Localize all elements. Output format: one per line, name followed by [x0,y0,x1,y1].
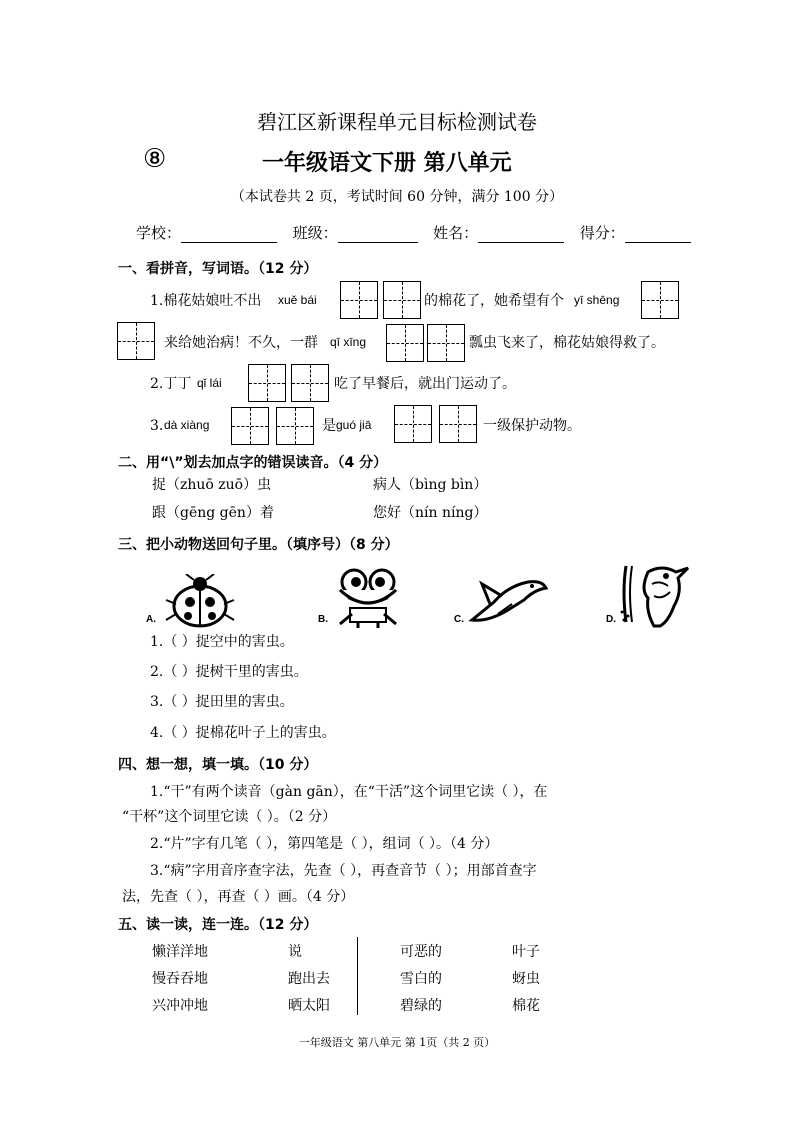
match-col2-item[interactable]: 晒太阳 [288,998,330,1014]
score-label: 得分： [579,224,625,242]
student-info-row [136,222,691,243]
s4-line: 3.“病”字用音序查字法，先查（ ），再查音节（ ）；用部首查字 [150,863,537,879]
s1-line4a: 3. [150,418,164,434]
match-col3-item[interactable]: 碧绿的 [400,998,442,1014]
match-col4-item[interactable]: 叶子 [512,944,540,960]
match-col3-item[interactable]: 可恶的 [400,944,442,960]
s4-line: 1.“干”有两个读音（gàn gān），在“干活”这个词里它读（ ），在 [150,784,548,800]
s1-line2b: 瓢虫飞来了，棉花姑娘得救了。 [469,335,665,351]
pinyin-yisheng: yī shēng [574,293,620,307]
section-1-heading: 一、看拼音，写词语。（12 分） [118,261,318,277]
s1-line3a: 2.丁丁 [150,376,192,392]
page-footer: 一年级语文 第八单元 第 1页（共 2 页） [298,1036,496,1049]
match-col2-item[interactable]: 跑出去 [288,971,330,987]
ladybug-icon [164,574,236,630]
char-box[interactable] [439,405,477,443]
match-col3-item[interactable]: 雪白的 [400,971,442,987]
match-col4-item[interactable]: 蚜虫 [512,971,540,987]
s3-item: 1.（ ）捉空中的害虫。 [150,634,294,650]
score-blank[interactable] [625,226,691,243]
char-box[interactable] [231,407,269,445]
s4-line: 2.“片”字有几笔（ ），第四笔是（ ），组词（ ）。（4 分） [150,836,499,852]
animal-label-b: B. [318,614,328,625]
s3-item: 4.（ ）捉棉花叶子上的害虫。 [150,725,336,741]
exam-note: （本试卷共 2 页，考试时间 60 分钟，满分 100 分） [230,189,564,205]
name-blank[interactable] [478,226,564,243]
char-box[interactable] [291,364,329,402]
char-box[interactable] [394,405,432,443]
s1-line4c: 一级保护动物。 [483,418,581,434]
pinyin-qilai: qǐ lái [197,376,222,390]
match-col4-item[interactable]: 棉花 [512,998,540,1014]
s1-line4b: 是 [322,418,336,434]
match-col2-item[interactable]: 说 [288,944,302,960]
exam-title: 碧江区新课程单元目标检测试卷 [257,110,537,134]
s2-item: 您好（nín níng） [373,505,488,521]
char-box[interactable] [340,281,378,319]
s1-line2a: 来给她治病！不久，一群 [164,335,318,351]
school-label: 学校： [136,224,182,242]
name-label: 姓名： [433,224,479,242]
match-col1-item[interactable]: 懒洋洋地 [152,944,208,960]
s4-line: “干杯”这个词里它读（ ）。（2 分） [122,809,337,825]
pinyin-guojia: guó jiā [336,418,372,432]
match-col1-item[interactable]: 兴冲冲地 [152,998,208,1014]
school-blank[interactable] [181,226,277,243]
s3-item: 2.（ ）捉树干里的害虫。 [150,664,308,680]
s1-line3b: 吃了早餐后，就出门运动了。 [334,376,516,392]
section-4-heading: 四、想一想，填一填。（10 分） [118,757,318,773]
char-box[interactable] [383,281,421,319]
char-box[interactable] [276,407,314,445]
s2-item: 跟（gēng gēn）着 [152,505,274,521]
circle-number: ⑧ [143,144,167,174]
section-2-heading: 二、用“\”划去加点字的错误读音。（4 分） [118,455,388,471]
match-col1-item[interactable]: 慢吞吞地 [152,971,208,987]
woodpecker-icon [618,562,690,630]
class-blank[interactable] [338,226,418,243]
pinyin-qixing: qī xīng [330,335,367,349]
char-box[interactable] [117,322,155,360]
animal-label-d: D. [606,614,616,625]
pinyin-xuebai: xuě bái [278,293,317,307]
pinyin-daxiang: dà xiàng [164,418,210,432]
s1-line1a: 1.棉花姑娘吐不出 [150,293,262,309]
section-3-heading: 三、把小动物送回句子里。（填序号）（8 分） [118,537,399,553]
exam-subtitle: 一年级语文下册 第八单元 [262,151,512,176]
frog-icon [330,568,410,630]
char-box[interactable] [427,324,465,362]
char-box[interactable] [641,281,679,319]
s3-item: 3.（ ）捉田里的害虫。 [150,694,294,710]
s4-line: 法，先查（ ），再查（ ）画。（4 分） [122,889,355,905]
s1-line1b: 的棉花了，她希望有个 [424,293,564,309]
s2-item: 捉（zhuō zuō）虫 [152,477,272,493]
class-label: 班级： [292,224,338,242]
animal-label-a: A. [146,614,156,625]
s2-item: 病人（bìng bìn） [373,477,488,493]
swallow-icon [468,574,550,626]
section-5-heading: 五、读一读，连一连。（12 分） [118,917,318,933]
char-box[interactable] [386,324,424,362]
animal-label-c: C. [454,614,464,625]
column-divider [357,937,358,1015]
char-box[interactable] [248,364,286,402]
